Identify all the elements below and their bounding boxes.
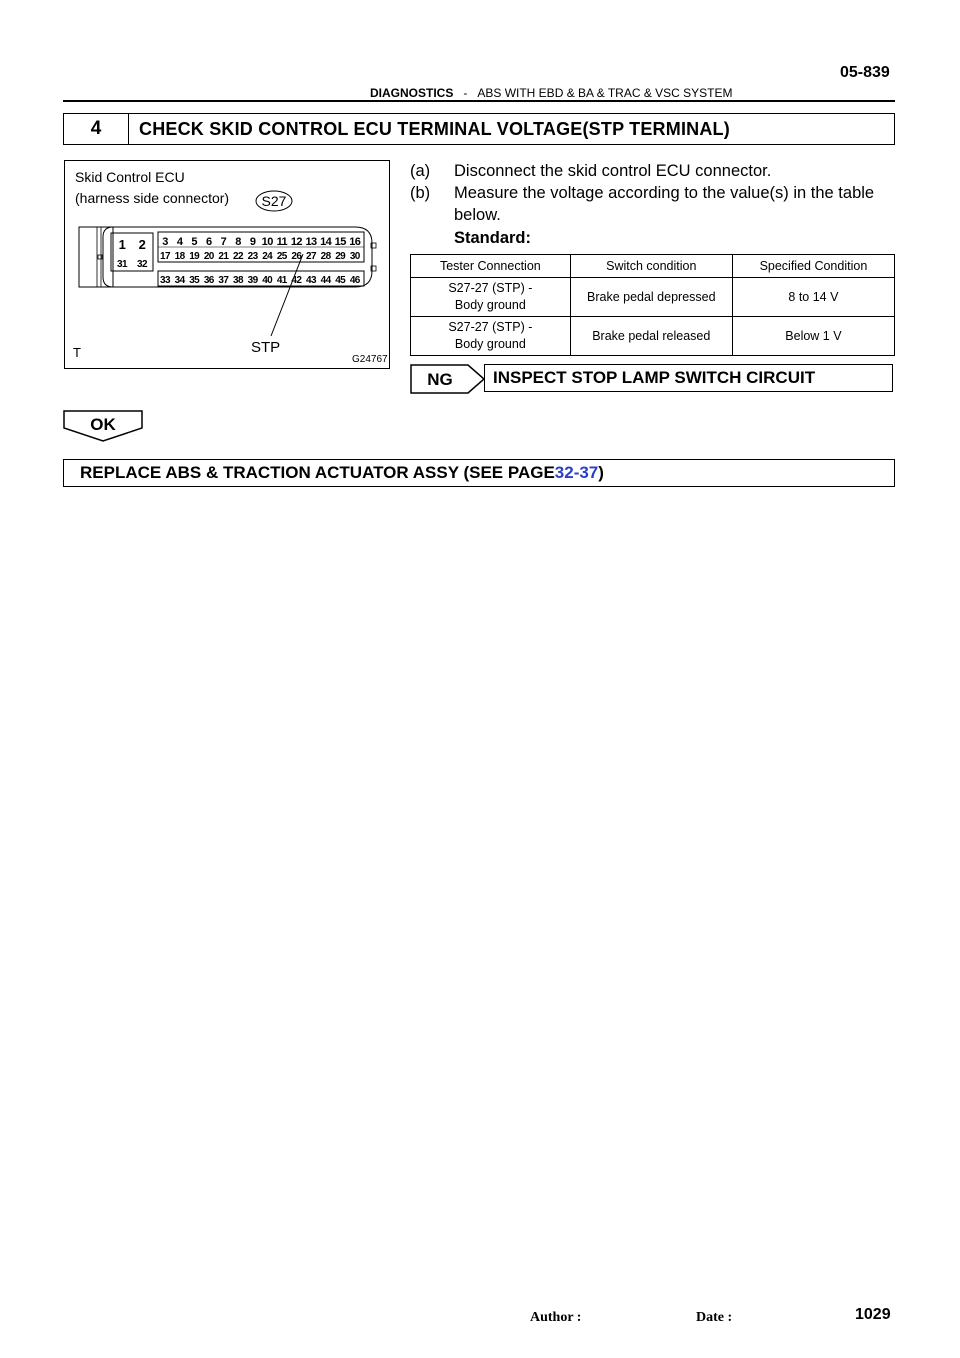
step-title: CHECK SKID CONTROL ECU TERMINAL VOLTAGE(STP TERMINAL) — [139, 118, 730, 139]
header-rule — [63, 100, 895, 102]
pin-number: 9 — [249, 236, 256, 248]
pin-number: 41 — [276, 275, 287, 286]
pin-number: 33 — [160, 275, 170, 286]
spec-table — [410, 254, 895, 356]
pin-number: 43 — [306, 275, 316, 286]
replace-action — [63, 459, 895, 487]
ng-label: NG — [427, 370, 453, 389]
pin-number: 12 — [290, 236, 302, 248]
step-header — [63, 113, 895, 145]
table-row — [411, 278, 895, 317]
pin-number: 46 — [349, 275, 360, 286]
pin-number: 8 — [235, 236, 241, 248]
pin-number: 16 — [349, 236, 361, 248]
pin-number: 30 — [349, 251, 360, 262]
pin-number: 3 — [162, 236, 168, 248]
pin-number: 35 — [189, 275, 200, 286]
running-header — [370, 86, 733, 100]
step-number: 4 — [64, 114, 129, 144]
pin-number: 38 — [233, 275, 243, 286]
figure-label-line1: Skid Control ECU — [75, 169, 185, 185]
corner-mark: T — [73, 345, 81, 360]
ok-arrow-tag — [63, 410, 143, 442]
cell-tester-connection — [411, 278, 571, 317]
cell-tester-line1: S27-27 (STP) - — [448, 320, 533, 334]
pin-number: 1 — [118, 237, 126, 252]
instruction-a-tag: (a) — [410, 162, 431, 180]
instruction-b-text: Measure the voltage according to the value(s) in the table — [454, 184, 875, 202]
pin-number: 13 — [305, 236, 317, 248]
cell-switch-condition: Brake pedal depressed — [570, 278, 732, 317]
footer-date-label: Date : — [696, 1310, 733, 1325]
pin-number: 10 — [261, 236, 273, 248]
header-section: DIAGNOSTICS — [370, 86, 454, 100]
footer-page-number: 1029 — [855, 1306, 891, 1323]
replace-text: REPLACE ABS & TRACTION ACTUATOR ASSY (SEE PAGE — [80, 463, 555, 482]
pin-number: 42 — [291, 275, 302, 286]
pin-number: 23 — [247, 251, 258, 262]
pin-number: 36 — [203, 275, 214, 286]
cell-specified-condition: Below 1 V — [732, 317, 894, 356]
pin-number: 27 — [306, 251, 316, 262]
pin-label-stp: STP — [251, 339, 281, 356]
pin-number: 31 — [117, 259, 127, 270]
pin-number: 32 — [137, 259, 147, 270]
footer-author-label: Author : — [530, 1310, 582, 1325]
ng-arrow-tag — [410, 364, 486, 394]
connector-drawing — [65, 161, 389, 368]
cell-tester-connection — [411, 317, 571, 356]
col-header-tester: Tester Connection — [411, 255, 571, 278]
pin-number: 5 — [191, 236, 197, 248]
table-header-row — [411, 255, 895, 278]
pin-number: 15 — [334, 236, 346, 248]
pin-number: 4 — [176, 236, 183, 248]
instruction-b-continued: below. — [454, 206, 501, 224]
figure-label-line2: (harness side connector) — [75, 190, 230, 206]
header-dash: - — [463, 86, 468, 100]
pin-number: 40 — [262, 275, 273, 286]
connector-figure — [64, 160, 390, 369]
instruction-a-text: Disconnect the skid control ECU connector. — [454, 162, 772, 180]
pin-number: 45 — [335, 275, 346, 286]
pin-number: 6 — [206, 236, 212, 248]
pin-number: 20 — [203, 251, 214, 262]
col-header-specified: Specified Condition — [732, 255, 894, 278]
connector-id: S27 — [261, 193, 287, 209]
pin-number: 28 — [320, 251, 331, 262]
pin-number: 24 — [262, 251, 273, 262]
standard-label: Standard: — [454, 229, 532, 247]
header-system: ABS WITH EBD & BA & TRAC & VSC SYSTEM — [477, 86, 733, 100]
pin-number: 2 — [138, 237, 146, 252]
pin-number: 7 — [220, 236, 227, 248]
ng-action: INSPECT STOP LAMP SWITCH CIRCUIT — [484, 364, 893, 392]
cell-tester-line2: Body ground — [454, 298, 526, 312]
pin-number: 22 — [233, 251, 243, 262]
pin-number: 44 — [320, 275, 331, 286]
figure-code: G24767 — [352, 354, 388, 365]
instruction-b-tag: (b) — [410, 184, 431, 202]
pin-number: 25 — [276, 251, 287, 262]
cell-tester-line2: Body ground — [454, 337, 526, 351]
page-link[interactable]: 32-37 — [554, 463, 599, 482]
pin-number: 39 — [247, 275, 258, 286]
replace-suffix: ) — [598, 463, 604, 482]
pin-number: 11 — [276, 236, 288, 248]
pin-number: 19 — [189, 251, 200, 262]
pin-number: 29 — [335, 251, 346, 262]
pin-number: 21 — [218, 251, 229, 262]
pin-number: 37 — [218, 275, 229, 286]
cell-tester-line1: S27-27 (STP) - — [448, 281, 533, 295]
cell-specified-condition: 8 to 14 V — [732, 278, 894, 317]
ok-label: OK — [90, 415, 116, 434]
cell-switch-condition: Brake pedal released — [570, 317, 732, 356]
table-row — [411, 317, 895, 356]
page-number: 05-839 — [840, 64, 890, 81]
pin-number: 18 — [174, 251, 185, 262]
pin-number: 26 — [291, 251, 302, 262]
pin-number: 34 — [174, 275, 185, 286]
pin-number: 14 — [320, 236, 332, 248]
col-header-switch: Switch condition — [570, 255, 732, 278]
pin-number: 17 — [160, 251, 170, 262]
